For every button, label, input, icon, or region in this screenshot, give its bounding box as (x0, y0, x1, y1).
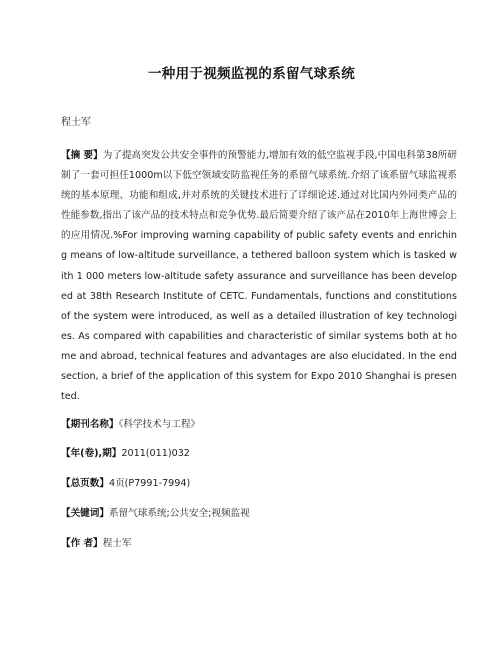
journal-name-label: 【期刊名称】 (61, 419, 119, 431)
document-title: 一种用于视频监视的系留气球系统 (148, 66, 355, 82)
year-volume-issue-value: 2011(011)032 (121, 448, 190, 460)
keywords-label: 【关键词】 (61, 508, 109, 520)
abstract-text: 为了提高突发公共安全事件的预警能力,增加有效的低空监视手段,中国电科第38所研制了一套可担任1000m以下低空领域安防监视任务的系留气球系统.介绍了该系留气球监视系统的基本原理、功能和组成,并对系统的关键技术进行了详细论述.通过对比国内外同类产品的性能参数,指出了该产品的技术特点和竞争优势.最后简要介绍了该产品在2010年上海世博会上的应用情况.%For improving warning capability of public safety events and enriching means of low-altitude surveillance, a tethered balloon system which is tasked with 1 000 meters low-altitude safety assurance and surveillance has been developed at 38th Research Institute of CETC. Fundamentals, functions and constitutions of the system were introduced, as well as a detailed illustration of key technologies. As compared with capabilities and characteristic of similar systems both at home and abroad, technical features and advantages are also elucidated. In the end section, a brief of the application of this system for Expo 2010 Shanghai is presented. (61, 150, 458, 403)
journal-name-value: 《科学技术与工程》 (118, 419, 201, 431)
authors-field (61, 537, 462, 551)
total-pages-value: 4页(P7991-7994) (108, 478, 191, 490)
keywords-field (61, 507, 462, 521)
author-name: 程士军 (61, 117, 91, 128)
total-pages-label: 【总页数】 (61, 478, 109, 490)
total-pages-field (61, 477, 462, 491)
abstract-section (61, 146, 457, 407)
abstract-label: 【摘 要】 (61, 150, 103, 161)
keywords-value: 系留气球系统;公共安全;视频监视 (108, 508, 250, 520)
year-volume-issue-label: 【年(卷),期】 (61, 448, 122, 460)
authors-value: 程士军 (102, 538, 132, 550)
authors-label: 【作 者】 (61, 538, 103, 550)
year-volume-issue-field (61, 447, 462, 461)
journal-name-field (61, 418, 462, 432)
